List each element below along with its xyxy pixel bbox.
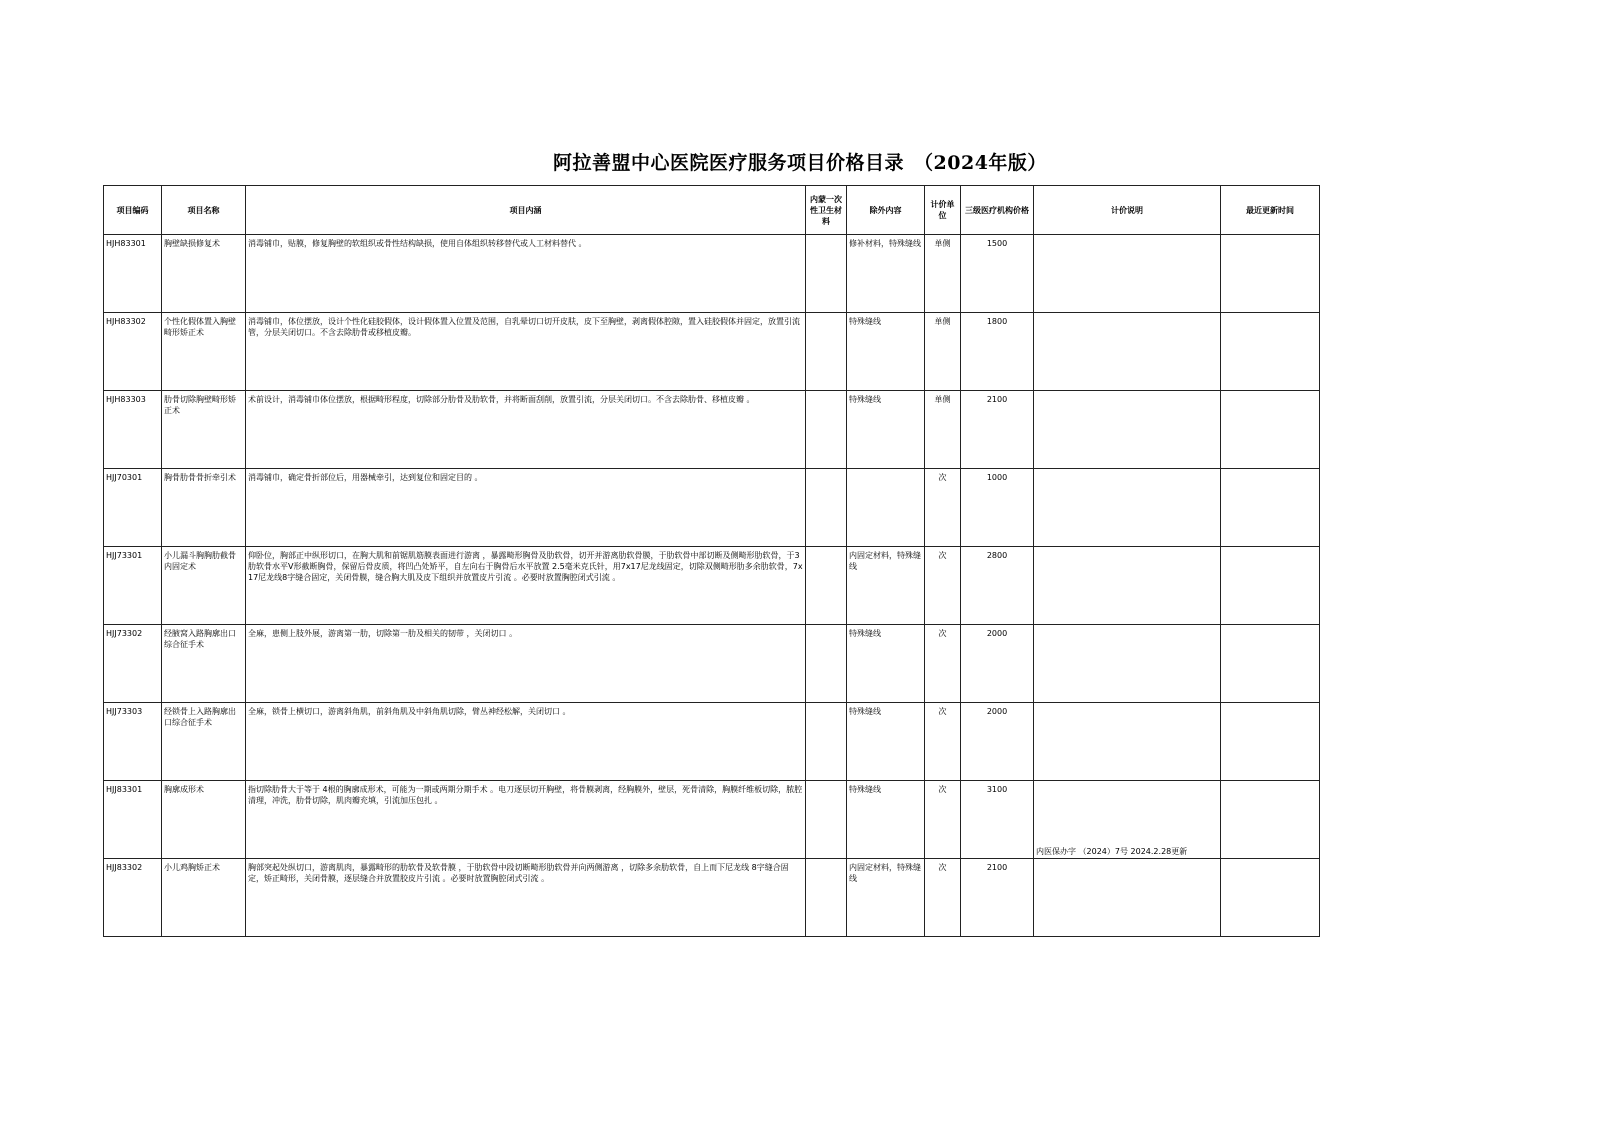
cell-material: [806, 703, 847, 781]
cell-code: HJJ83301: [104, 781, 162, 859]
cell-price: 2800: [961, 547, 1034, 625]
cell-material: [806, 625, 847, 703]
cell-exclude: 特殊缝线: [847, 391, 925, 469]
cell-unit: 单侧: [925, 391, 961, 469]
cell-exclude: [847, 469, 925, 547]
document-title: 阿拉善盟中心医院医疗服务项目价格目录 （2024年版）: [553, 152, 1047, 174]
cell-price: 1800: [961, 313, 1034, 391]
cell-name: 小儿漏斗胸胸肋截骨内固定术: [162, 547, 246, 625]
cell-material: [806, 391, 847, 469]
cell-unit: 次: [925, 703, 961, 781]
header-exclude: 除外内容: [847, 186, 925, 235]
cell-material: [806, 781, 847, 859]
table-row: [104, 703, 1320, 781]
cell-code: HJJ73302: [104, 625, 162, 703]
cell-unit: 次: [925, 625, 961, 703]
table-row: [104, 781, 1320, 859]
table-row: [104, 547, 1320, 625]
header-code: 项目编码: [104, 186, 162, 235]
cell-material: [806, 235, 847, 313]
cell-material: [806, 313, 847, 391]
cell-price: 2000: [961, 625, 1034, 703]
cell-content: 消毒铺巾，贴膜，修复胸壁的软组织或骨性结构缺损，使用自体组织转移替代或人工材料替代 。: [246, 235, 806, 313]
cell-updated: [1221, 781, 1320, 859]
cell-code: HJJ73303: [104, 703, 162, 781]
cell-updated: [1221, 625, 1320, 703]
cell-name: 个性化假体置入胸壁畸形矫正术: [162, 313, 246, 391]
cell-pricing-note: [1034, 547, 1221, 625]
cell-code: HJH83301: [104, 235, 162, 313]
cell-pricing-note: [1034, 391, 1221, 469]
header-material: 内蒙一次性卫生材料: [806, 186, 847, 235]
cell-code: HJJ83302: [104, 859, 162, 937]
cell-code: HJH83302: [104, 313, 162, 391]
cell-material: [806, 547, 847, 625]
cell-price: 1000: [961, 469, 1034, 547]
cell-exclude: 特殊缝线: [847, 781, 925, 859]
table-row: [104, 391, 1320, 469]
cell-code: HJJ73301: [104, 547, 162, 625]
cell-updated: [1221, 859, 1320, 937]
cell-unit: 次: [925, 547, 961, 625]
cell-content: 全麻，患侧上肢外展，游离第一肋，切除第一肋及相关的韧带 ，关闭切口 。: [246, 625, 806, 703]
cell-name: 胸壁缺损修复术: [162, 235, 246, 313]
header-price: 三级医疗机构价格: [961, 186, 1034, 235]
cell-content: 指切除肋骨大于等于 4根的胸廓成形术，可能为一期或两期分期手术 。电刀逐层切开胸壁，将骨膜剥离，经胸膜外，壁层，死骨清除，胸膜纤维板切除，脓腔清理，冲洗，肋骨切除，肌肉瓣充填，引流加压包扎 。: [246, 781, 806, 859]
cell-name: 小儿鸡胸矫正术: [162, 859, 246, 937]
cell-content: 胸部突起处纵切口，游离肌肉，暴露畸形的肋软骨及软骨膜 ，于肋软骨中段切断畸形肋软骨并向两侧游离 ，切除多余肋软骨，自上而下尼龙线 8字缝合固定，矫正畸形，关闭骨膜，逐层缝合并放置胶皮片引流 。必要时放置胸腔闭式引流 。: [246, 859, 806, 937]
cell-price: 2100: [961, 859, 1034, 937]
cell-exclude: 内固定材料，特殊缝线: [847, 859, 925, 937]
cell-updated: [1221, 547, 1320, 625]
cell-exclude: 特殊缝线: [847, 703, 925, 781]
table-row: [104, 625, 1320, 703]
header-pricing-note: 计价说明: [1034, 186, 1221, 235]
cell-price: 2100: [961, 391, 1034, 469]
table-row: [104, 313, 1320, 391]
cell-name: 肋骨切除胸壁畸形矫正术: [162, 391, 246, 469]
cell-code: HJJ70301: [104, 469, 162, 547]
cell-unit: 次: [925, 469, 961, 547]
cell-pricing-note: [1034, 313, 1221, 391]
cell-exclude: 修补材料，特殊缝线: [847, 235, 925, 313]
cell-updated: [1221, 391, 1320, 469]
cell-material: [806, 859, 847, 937]
price-table: [103, 185, 1320, 937]
cell-price: 2000: [961, 703, 1034, 781]
cell-price: 3100: [961, 781, 1034, 859]
cell-pricing-note: [1034, 703, 1221, 781]
cell-name: 胸廓成形术: [162, 781, 246, 859]
cell-content: 全麻，锁骨上横切口，游离斜角肌，前斜角肌及中斜角肌切除，臂丛神经松解，关闭切口 。: [246, 703, 806, 781]
cell-updated: [1221, 703, 1320, 781]
header-name: 项目名称: [162, 186, 246, 235]
cell-updated: [1221, 313, 1320, 391]
header-updated: 最近更新时间: [1221, 186, 1320, 235]
cell-pricing-note: [1034, 469, 1221, 547]
table-header-row: [104, 186, 1320, 235]
cell-unit: 单侧: [925, 313, 961, 391]
pricing-note-text: 内医保办字 （2024）7号 2024.2.28更新: [1036, 847, 1188, 856]
cell-exclude: 特殊缝线: [847, 625, 925, 703]
cell-pricing-note: [1034, 625, 1221, 703]
cell-price: 1500: [961, 235, 1034, 313]
cell-updated: [1221, 469, 1320, 547]
cell-code: HJH83303: [104, 391, 162, 469]
cell-material: [806, 469, 847, 547]
table-row: [104, 469, 1320, 547]
header-unit: 计价单位: [925, 186, 961, 235]
cell-pricing-note: [1034, 859, 1221, 937]
cell-pricing-note: [1034, 235, 1221, 313]
table-row: [104, 859, 1320, 937]
cell-content: 消毒铺巾，体位摆放，设计个性化硅胶假体，设计假体置入位置及范围，自乳晕切口切开皮肤，皮下至胸壁，剥离假体腔隙，置入硅胶假体并固定，放置引流管，分层关闭切口。不含去除肋骨或移植皮瓣。: [246, 313, 806, 391]
cell-name: 胸骨肋骨骨折牵引术: [162, 469, 246, 547]
cell-content: 仰卧位，胸部正中纵形切口，在胸大肌和前锯肌筋膜表面进行游离 ，暴露畸形胸骨及肋软骨，切开并游离肋软骨膜，于肋软骨中部切断及侧畸形肋软骨，于3肋软骨水平V形截断胸骨，保留后骨皮质，将凹凸处矫平，自左向右于胸骨后水平放置 2.5毫米克氏针，用7x17尼龙线固定，切除双侧畸形肋多余肋软骨，7x17尼龙线8字缝合固定，关闭骨膜，缝合胸大肌及皮下组织并放置皮片引流 。必要时放置胸腔闭式引流 。: [246, 547, 806, 625]
cell-name: 经锁骨上入路胸廓出口综合征手术: [162, 703, 246, 781]
cell-exclude: 内固定材料，特殊缝线: [847, 547, 925, 625]
cell-name: 经腋窝入路胸廓出口综合征手术: [162, 625, 246, 703]
cell-content: 术前设计，消毒铺巾体位摆放，根据畸形程度，切除部分肋骨及肋软骨，并将断面刮削，放置引流，分层关闭切口。不含去除肋骨、移植皮瓣 。: [246, 391, 806, 469]
cell-updated: [1221, 235, 1320, 313]
header-content: 项目内涵: [246, 186, 806, 235]
table-row: [104, 235, 1320, 313]
cell-exclude: 特殊缝线: [847, 313, 925, 391]
cell-unit: 次: [925, 859, 961, 937]
cell-pricing-note: [1034, 781, 1221, 859]
cell-unit: 单侧: [925, 235, 961, 313]
cell-unit: 次: [925, 781, 961, 859]
cell-content: 消毒铺巾，确定骨折部位后，用器械牵引，达到复位和固定目的 。: [246, 469, 806, 547]
